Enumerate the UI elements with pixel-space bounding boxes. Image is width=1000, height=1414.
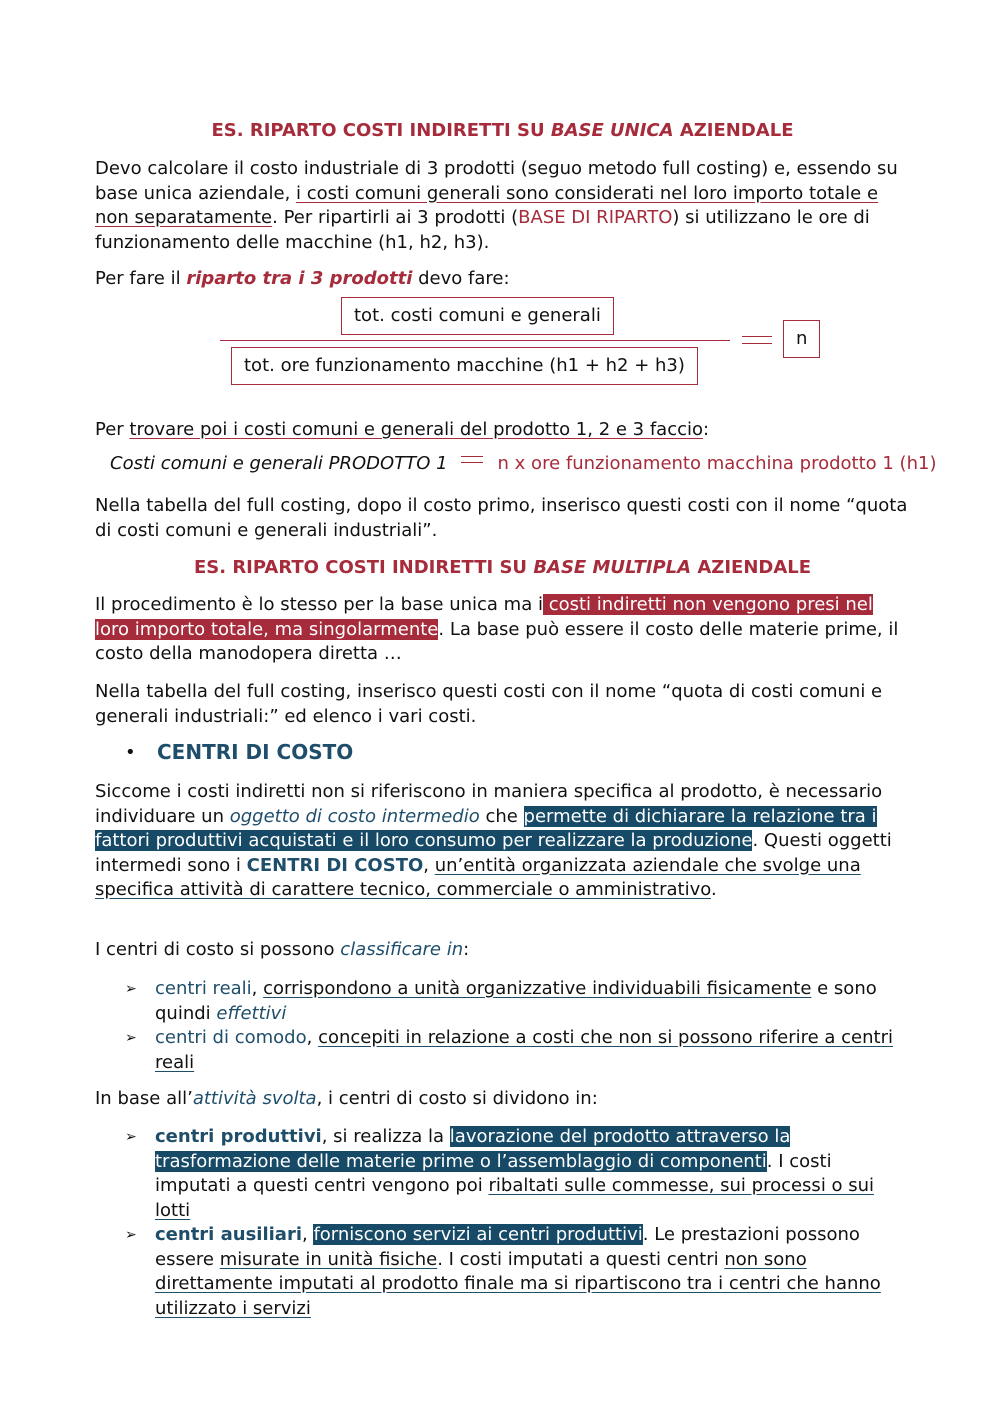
section-title-base-multipla: ES. RIPARTO COSTI INDIRETTI SU BASE MULTIPLA AZIENDALE xyxy=(193,557,812,578)
arrow-bullet-icon: ➢ xyxy=(125,1129,137,1145)
paragraph-centri-intro: Siccome i costi indiretti non si riferiscono in maniera specifica al prodotto, è necessario individuare un oggetto di costo intermedio che permette di dichiarare la relazione tra i fattori produttivi acquistati e il loro consumo per realizzare la produzione. Questi oggetti intermedi sono i CENTRI DI COSTO, un’entità organizzata aziendale che svolge una specifica attività di carattere tecnico, commerciale o amministrativo. xyxy=(95,781,892,900)
list-classificazione xyxy=(125,977,910,1075)
paragraph-intro: Devo calcolare il costo industriale di 3 prodotti (seguo metodo full costing) e, essendo su base unica aziendale, i costi comuni generali sono considerati nel loro importo totale e non separatamente. Per ripartirli ai 3 prodotti (BASE DI RIPARTO) si utilizzano le ore di funzionamento delle macchine (h1, h2, h3). xyxy=(95,158,898,253)
result-box: n xyxy=(783,320,820,358)
equals-sign-small xyxy=(461,456,483,463)
section-title-base-unica: ES. RIPARTO COSTI INDIRETTI SU BASE UNICA AZIENDALE xyxy=(211,120,794,141)
formula-prodotto-1: Costi comuni e generali PRODOTTO 1 n x ore funzionamento macchina prodotto 1 (h1) xyxy=(110,453,937,474)
paragraph-procedimento: Il procedimento è lo stesso per la base unica ma i costi indiretti non vengono presi nel loro importo totale, ma singolarmente. La base può essere il costo delle materie prime, il costo della manodopera diretta … xyxy=(95,594,899,664)
heading-centri-di-costo: CENTRI DI COSTO xyxy=(157,740,354,764)
list-item: ➢ centri reali, corrispondono a unità organizzative individuabili fisicamente e sono quindi effettivi xyxy=(125,978,877,1024)
list-item: ➢ centri produttivi, si realizza la lavorazione del prodotto attraverso la trasformazione delle materie prime o l’assemblaggio di componenti. I costi imputati a questi centri vengono poi ribaltati sulle commesse, sui processi o sui lotti xyxy=(125,1126,875,1221)
denominator-box: tot. ore funzionamento macchine (h1 + h2 + h3) xyxy=(231,347,698,385)
arrow-bullet-icon: ➢ xyxy=(125,981,137,997)
paragraph-classificare: I centri di costo si possono classificare in: xyxy=(95,939,470,960)
arrow-bullet-icon: ➢ xyxy=(125,1227,137,1243)
paragraph-trovare: Per trovare poi i costi comuni e generali del prodotto 1, 2 e 3 faccio: xyxy=(95,419,710,440)
arrow-bullet-icon: ➢ xyxy=(125,1030,137,1046)
fraction-line xyxy=(220,340,730,341)
equals-sign xyxy=(742,336,772,344)
paragraph-attivita: In base all’attività svolta, i centri di costo si dividono in: xyxy=(95,1088,598,1109)
paragraph-tabella-1: Nella tabella del full costing, dopo il costo primo, inserisco questi costi con il nome “quota di costi comuni e generali industriali”. xyxy=(95,495,908,541)
list-attivita xyxy=(125,1125,910,1321)
paragraph-tabella-2: Nella tabella del full costing, inserisco questi costi con il nome “quota di costi comuni e generali industriali:” ed elenco i vari costi. xyxy=(95,681,883,727)
list-item: ➢ centri ausiliari, forniscono servizi ai centri produttivi. Le prestazioni possono essere misurate in unità fisiche. I costi imputati a questi centri non sono direttamente imputati al prodotto finale ma si ripartiscono tra i centri che hanno utilizzato i servizi xyxy=(125,1224,881,1319)
numerator-box: tot. costi comuni e generali xyxy=(341,297,614,335)
bullet-dot: • xyxy=(125,742,136,763)
list-item: ➢ centri di comodo, concepiti in relazione a costi che non si possono riferire a centri reali xyxy=(125,1027,893,1073)
paragraph-riparto: Per fare il riparto tra i 3 prodotti devo fare: xyxy=(95,268,510,289)
